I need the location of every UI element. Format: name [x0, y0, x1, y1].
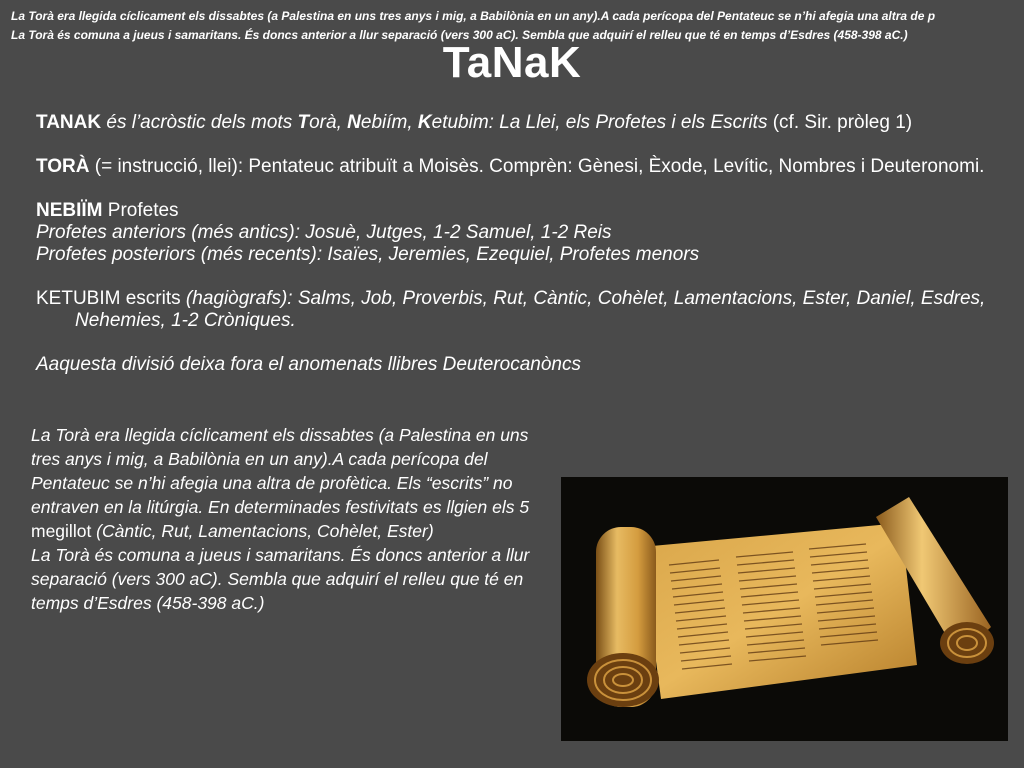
nebiim-text: Profetes — [102, 200, 179, 221]
top-note-line-1: La Torà era llegida cíclicament els dissabtes (a Palestina en uns tres anys i mig, a Babilònia en un any).A cada perícopa del Pentateuc se n’hi afegia una altra de p — [11, 9, 936, 23]
nebiim-label: NEBIÏM — [36, 200, 103, 221]
profetes-anteriors: Profetes anteriors (més antics): Josuè, Jutges, 1-2 Samuel, 1-2 Reis — [36, 222, 612, 243]
tanak-word-nebiim: ebiím, — [360, 112, 418, 133]
main-content — [36, 112, 996, 376]
tanak-word-tora: orà, — [309, 112, 348, 133]
side-note — [31, 423, 559, 615]
ketubim-label: KETUBIM — [36, 288, 121, 309]
tanak-text: és l’acròstic dels mots — [101, 112, 298, 133]
tanak-label: TANAK — [36, 112, 102, 133]
nebiim-paragraph — [36, 200, 996, 222]
scroll-left-roll-end — [587, 653, 659, 707]
side-note-part-3: La Torà és comuna a jueus i samaritans. És doncs anterior a llur separació (vers 300 aC). Sembla que adquirí el relleu que té en temps d’Esdres (458-398 aC.) — [31, 545, 530, 613]
deuterocanonical-note: Aaquesta divisió deixa fora el anomenats llibres Deuterocanòncs — [36, 354, 581, 375]
side-note-part-2: (Càntic, Rut, Lamentacions, Cohèlet, Ester) — [91, 521, 434, 541]
page-title: TaNaK — [442, 38, 582, 87]
tanak-reference: (cf. Sir. pròleg 1) — [767, 112, 913, 133]
torah-scroll-photo — [561, 477, 1008, 741]
tora-label: TORÀ — [36, 156, 90, 177]
tora-paragraph — [36, 156, 996, 178]
top-note-line-2: La Torà és comuna a jueus i samaritans. És doncs anterior a llur separació (vers 300 aC). Sembla que adquirí el relleu que té en temps d’Esdres (458-398 aC.) — [11, 28, 908, 42]
tanak-letter-t: T — [297, 112, 310, 133]
ketubim-text: (hagiògrafs): Salms, Job, Proverbis, Rut, Càntic, Cohèlet, Lamentacions, Ester, Daniel, Esdres, Nehemies, 1-2 Cròniques. — [75, 288, 986, 331]
side-note-megillot: megillot — [31, 521, 92, 541]
side-note-part-1: La Torà era llegida cíclicament els dissabtes (a Palestina en uns tres anys i mig, a Babilònia en un any).A cada perícopa del Pentateuc se n’hi afegia una altra de profètica. Els “escrits” no entraven en la litúrgia. En determinades festivitats es llgien els 5 — [31, 425, 530, 517]
torah-scroll-icon — [561, 477, 1008, 741]
tora-text: (= instrucció, llei): Pentateuc atribuït a Moisès. Comprèn: Gènesi, Èxode, Levític, Nombres i Deuteronomi. — [89, 156, 985, 177]
ketubim-paragraph — [36, 288, 996, 332]
tanak-paragraph — [36, 112, 996, 134]
tanak-letter-k: K — [417, 112, 432, 133]
profetes-posteriors: Profetes posteriors (més recents): Isaïes, Jeremies, Ezequiel, Profetes menors — [36, 244, 700, 265]
ketubim-word: escrits — [120, 288, 181, 309]
scroll-parchment — [641, 523, 917, 699]
tanak-letter-n: N — [347, 112, 361, 133]
tanak-word-ketubim: etubim: La Llei, els Profetes i els Escrits — [431, 112, 768, 133]
